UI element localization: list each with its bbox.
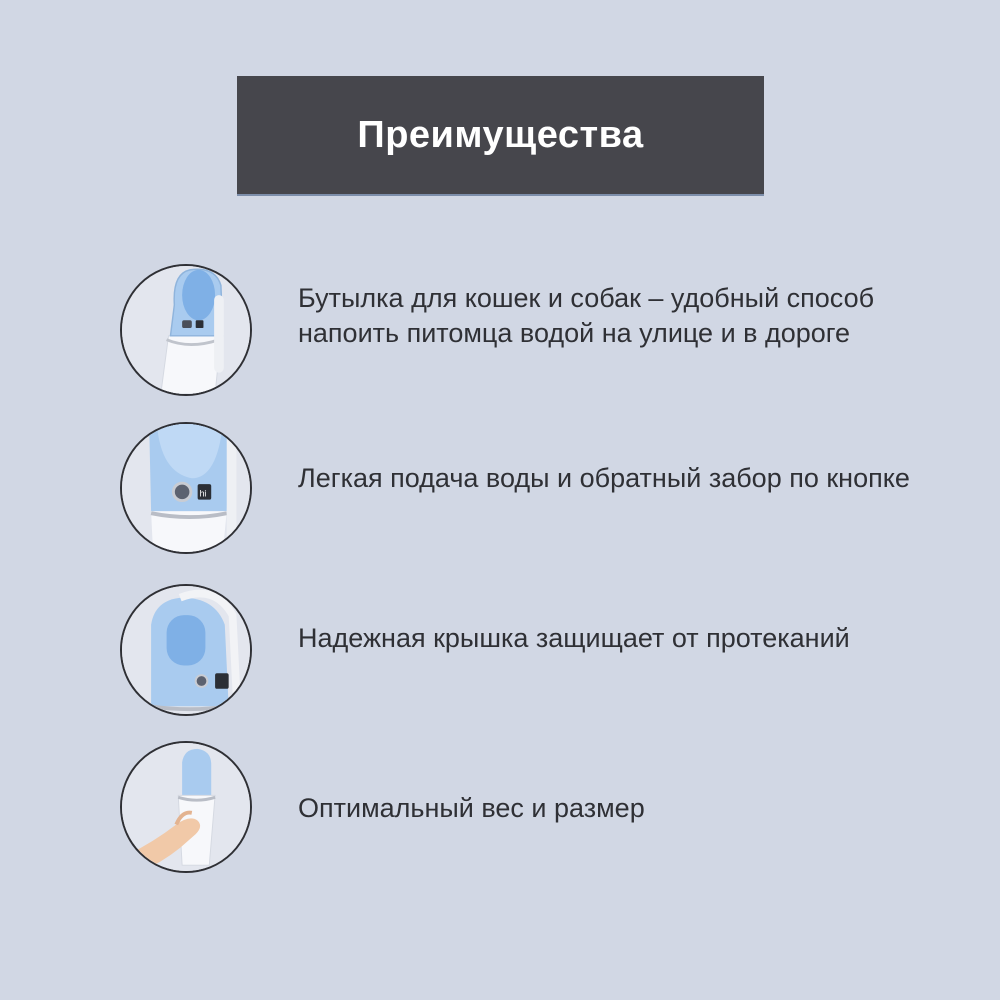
- bottle-lid-icon: [120, 584, 252, 716]
- feature-text: Надежная крышка защищает от протеканий: [298, 623, 850, 653]
- bottle-button-icon: [120, 422, 252, 554]
- bottle-in-hand-icon: [120, 741, 252, 873]
- bottle-full-icon: [120, 264, 252, 396]
- title-banner: [237, 76, 764, 196]
- feature-text: Оптимальный вес и размер: [298, 793, 645, 823]
- page-title: Преимущества: [357, 113, 644, 156]
- svg-text:hi: hi: [199, 488, 207, 499]
- feature-text: Бутылка для кошек и собак – удобный способ напоить питомца водой на улице и в дороге: [298, 283, 875, 348]
- feature-text: Легкая подача воды и обратный забор по кнопке: [298, 463, 910, 493]
